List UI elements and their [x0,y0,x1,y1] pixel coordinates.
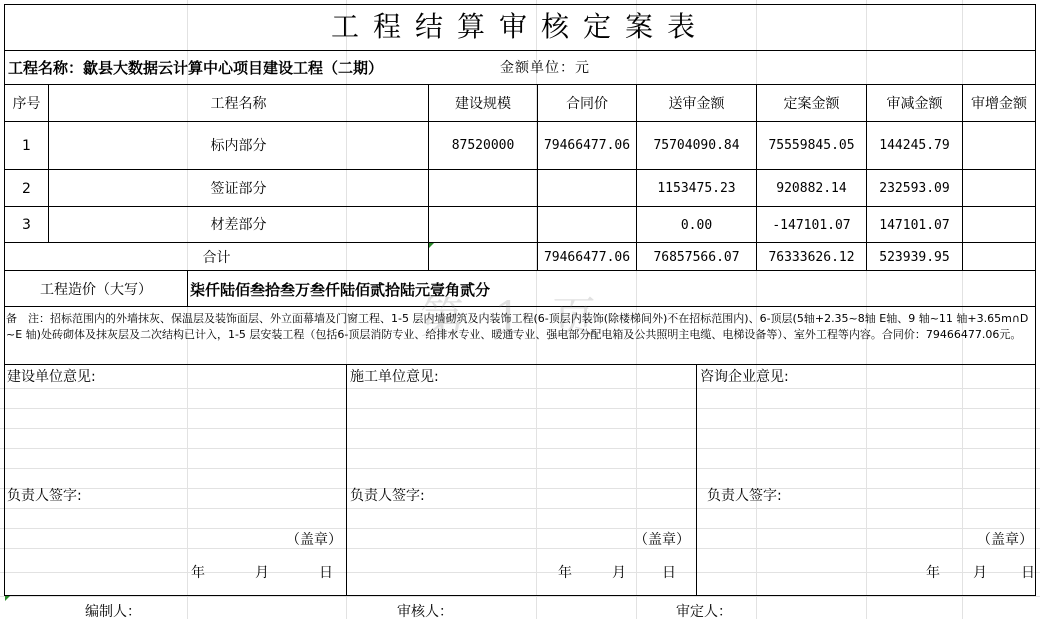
border-line [1035,4,1036,596]
border-line [4,4,5,596]
border-line [4,595,1036,596]
grid-line [0,508,1040,509]
table-cell: 3 [22,217,31,233]
table-cell: 232593.09 [879,181,950,196]
builder-sign-label: 负责人签字: [7,488,82,504]
table-cell: 920882.14 [776,181,847,196]
total-label: 合计 [202,250,231,266]
grid-line [0,448,1040,449]
builder-year: 年 [191,565,205,581]
grid-line [0,572,1040,573]
page-watermark: 第1页 [420,293,626,344]
grid-line [0,548,1040,549]
table-cell: 79466477.06 [543,138,631,153]
grid-line [0,428,1040,429]
header-cell: 序号 [12,96,41,112]
header-cell: 工程名称 [210,96,267,112]
reviewer-label: 审核人： [397,604,453,620]
contractor-sign-label: 负责人签字: [350,488,425,504]
grid-line [0,468,1040,469]
consultant-opinion-title: 咨询企业意见: [700,369,789,385]
contractor-day: 日 [662,565,676,581]
project-name: 工程名称：歙县大数据云计算中心项目建设工程（二期） [8,59,384,77]
border-line [4,270,1036,271]
table-cell: 1153475.23 [657,181,736,196]
header-cell: 定案金额 [783,96,840,112]
table-cell: 147101.07 [879,218,950,233]
header-cell: 审减金额 [886,96,943,112]
builder-day: 日 [319,565,333,581]
cell-comment-marker [429,243,434,248]
grid-line [187,0,188,619]
page-title: 工程结算审核定案表 [330,10,709,43]
total-decrease: 523939.95 [879,250,950,265]
table-cell: 87520000 [451,138,515,153]
border-line [4,206,1036,207]
border-line [187,270,188,306]
table-cell: 签证部分 [210,181,267,197]
grid-line [0,408,1040,409]
table-cell: 材差部分 [210,217,267,233]
remarks-note: 备 注：招标范围内的外墙抹灰、保温层及装饰面层、外立面幕墙及门窗工程、1-5 层内墙砌筑及内装饰工程(6-顶层内装饰(除楼梯间外)不在招标范围内)、6-顶层(5轴+2.35~8轴 E轴、9 轴~11 轴+3.65m∩D~E 轴)处砖砌体及抹灰层及二次结构已计入，1-5 层安装工程（包括6-顶层消防专业、给排水专业、暖通专业、强电部分配电箱及公共照明主电缆、电梯设备等）、室外工程等内容。合同价：79466477.06元。 [6,312,1029,341]
grid-line [0,388,1040,389]
border-line [4,169,1036,170]
amount-unit: 金额单位：元 [500,60,590,76]
contractor-opinion-title: 施工单位意见: [350,369,439,385]
grid-line [0,596,1040,597]
border-line [4,121,1036,122]
consultant-seal-label: （盖章） [977,532,1033,548]
cost-in-words-value: 柒仟陆佰叁拾叁万叁仟陆佰贰拾陆元壹角贰分 [190,281,491,299]
header-cell: 送审金额 [668,96,725,112]
border-line [4,364,1036,365]
table-cell: 0.00 [680,218,713,233]
approver-label: 审定人： [676,604,732,620]
builder-month: 月 [255,565,269,581]
compiler-label: 编制人： [85,604,141,620]
consultant-month: 月 [973,565,987,581]
table-cell: 144245.79 [879,138,950,153]
builder-seal-label: （盖章） [286,532,342,548]
header-cell: 审增金额 [971,96,1027,112]
contractor-year: 年 [558,565,572,581]
grid-line [0,488,1040,489]
table-cell: 标内部分 [210,138,267,154]
builder-opinion-title: 建设单位意见: [7,369,96,385]
cell-comment-marker [5,596,10,601]
total-approved: 76333626.12 [768,250,855,265]
grid-line [0,528,1040,529]
table-cell: 75559845.05 [768,138,855,153]
contractor-seal-label: （盖章） [634,532,690,548]
border-line [4,50,1036,51]
consultant-year: 年 [926,565,940,581]
total-contract: 79466477.06 [543,250,631,265]
table-cell: 75704090.84 [653,138,740,153]
border-line [4,4,1036,5]
border-line [4,84,1036,85]
consultant-sign-label: 负责人签字: [707,488,782,504]
header-cell: 合同价 [566,96,608,112]
cost-in-words-label: 工程造价（大写） [40,282,152,298]
border-line [346,364,347,596]
table-cell: -147101.07 [772,218,851,233]
contractor-month: 月 [612,565,626,581]
consultant-day: 日 [1021,565,1035,581]
total-submitted: 76857566.07 [653,250,740,265]
table-cell: 1 [22,138,31,154]
border-line [696,364,697,596]
table-cell: 2 [22,181,31,197]
header-cell: 建设规模 [455,96,511,112]
border-line [4,242,1036,243]
